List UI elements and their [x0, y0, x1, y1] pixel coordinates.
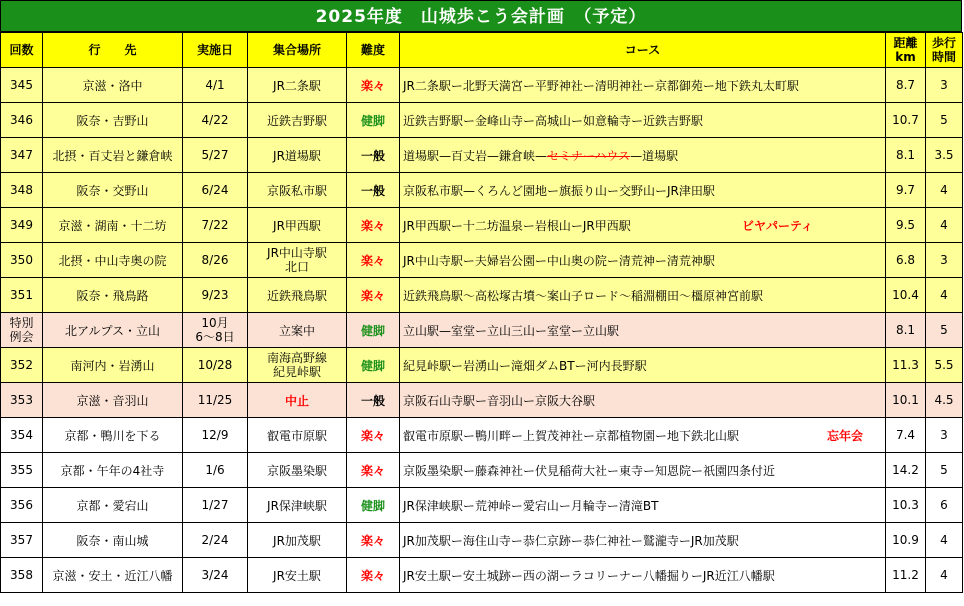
header-distance: 距離 km [886, 33, 926, 68]
cell-meeting-place: JR道場駅 [248, 138, 347, 173]
cell-course: JR中山寺駅ー夫婦岩公園ー中山奥の院ー清荒神ー清荒神駅 [400, 243, 886, 278]
cell-course: 京阪墨染駅ー藤森神社ー伏見稲荷大社ー東寺ー知恩院ー祇園四条付近 [400, 453, 886, 488]
cell-destination: 京都・愛宕山 [43, 488, 183, 523]
cell-date: 5/27 [183, 138, 248, 173]
cell-meeting-place: 立案中 [248, 313, 347, 348]
cell-difficulty: 楽々 [347, 453, 400, 488]
table-row [1, 208, 963, 243]
cell-no: 352 [1, 348, 43, 383]
cell-course: JR二条駅ー北野天満宮ー平野神社ー清明神社ー京都御苑ー地下鉄丸太町駅 [400, 68, 886, 103]
table-row [1, 523, 963, 558]
cell-no: 358 [1, 558, 43, 593]
cell-distance: 11.2 [886, 558, 926, 593]
table-row [1, 453, 963, 488]
cell-difficulty: 健脚 [347, 313, 400, 348]
cell-destination: 南河内・岩湧山 [43, 348, 183, 383]
table-row [1, 243, 963, 278]
cell-no: 347 [1, 138, 43, 173]
cell-distance: 10.7 [886, 103, 926, 138]
cell-meeting-place: JR中山寺駅 北口 [248, 243, 347, 278]
event-note: 忘年会 [827, 429, 864, 443]
cell-course: 叡電市原駅ー鴨川畔ー上賀茂神社ー京都植物園ー地下鉄北山駅 忘年会 [400, 418, 886, 453]
cell-walk-time: 4 [926, 173, 963, 208]
table-row [1, 383, 963, 418]
cell-destination: 北アルプス・立山 [43, 313, 183, 348]
cell-meeting-place: JR安土駅 [248, 558, 347, 593]
cell-walk-time: 3 [926, 243, 963, 278]
table-row [1, 138, 963, 173]
sheet-title: 2025年度 山城歩こう会計画 （予定） [0, 0, 962, 32]
cell-walk-time: 5 [926, 453, 963, 488]
cell-distance: 9.5 [886, 208, 926, 243]
cell-distance: 8.1 [886, 138, 926, 173]
cell-distance: 6.8 [886, 243, 926, 278]
cell-course: JR保津峡駅ー荒神峠ー愛宕山ー月輪寺ー清滝BT [400, 488, 886, 523]
cell-meeting-place: 南海高野線 紀見峠駅 [248, 348, 347, 383]
header-walk-time: 歩行 時間 [926, 33, 963, 68]
table-row [1, 313, 963, 348]
cell-no: 357 [1, 523, 43, 558]
cell-destination: 京滋・洛中 [43, 68, 183, 103]
cell-walk-time: 4.5 [926, 383, 963, 418]
cell-walk-time: 6 [926, 488, 963, 523]
cell-no: 特別 例会 [1, 313, 43, 348]
cell-no: 355 [1, 453, 43, 488]
cell-meeting-place: 中止 [248, 383, 347, 418]
cell-difficulty: 楽々 [347, 523, 400, 558]
cell-difficulty: 楽々 [347, 558, 400, 593]
header-course: コース [400, 33, 886, 68]
cell-meeting-place: 京阪私市駅 [248, 173, 347, 208]
schedule-table [0, 32, 963, 593]
cell-walk-time: 3 [926, 418, 963, 453]
header-difficulty: 難度 [347, 33, 400, 68]
event-note: ビヤパーティ [742, 219, 814, 233]
cell-difficulty: 楽々 [347, 68, 400, 103]
header-meeting-place: 集合場所 [248, 33, 347, 68]
cell-meeting-place: 叡電市原駅 [248, 418, 347, 453]
cell-no: 348 [1, 173, 43, 208]
cell-no: 353 [1, 383, 43, 418]
cell-walk-time: 5.5 [926, 348, 963, 383]
cell-destination: 北摂・百丈岩と鎌倉峡 [43, 138, 183, 173]
cell-meeting-place: JR甲西駅 [248, 208, 347, 243]
table-row [1, 278, 963, 313]
header-row [1, 33, 963, 68]
cell-date: 1/27 [183, 488, 248, 523]
cell-date: 11/25 [183, 383, 248, 418]
cell-distance: 8.7 [886, 68, 926, 103]
cell-no: 350 [1, 243, 43, 278]
cell-destination: 阪奈・南山城 [43, 523, 183, 558]
cell-course: 道場駅—百丈岩—鎌倉峡—セミナーハウス—道場駅 [400, 138, 886, 173]
cell-walk-time: 4 [926, 278, 963, 313]
cell-distance: 8.1 [886, 313, 926, 348]
cell-destination: 阪奈・吉野山 [43, 103, 183, 138]
cell-date: 9/23 [183, 278, 248, 313]
cell-course: 紀見峠駅ー岩湧山ー滝畑ダムBTー河内長野駅 [400, 348, 886, 383]
cell-difficulty: 楽々 [347, 208, 400, 243]
cell-course: 立山駅—室堂ー立山三山ー室堂ー立山駅 [400, 313, 886, 348]
cell-distance: 9.7 [886, 173, 926, 208]
cell-course: JR甲西駅ー十二坊温泉ー岩根山ーJR甲西駅 ビヤパーティ [400, 208, 886, 243]
cell-date: 1/6 [183, 453, 248, 488]
cell-date: 2/24 [183, 523, 248, 558]
cell-no: 349 [1, 208, 43, 243]
cell-course: JR加茂駅ー海住山寺ー恭仁京跡ー恭仁神社ー鷲瀧寺ーJR加茂駅 [400, 523, 886, 558]
cell-destination: 京滋・安土・近江八幡 [43, 558, 183, 593]
cell-course: 京阪石山寺駅ー音羽山ー京阪大谷駅 [400, 383, 886, 418]
table-row [1, 103, 963, 138]
cell-meeting-place: JR加茂駅 [248, 523, 347, 558]
cell-difficulty: 一般 [347, 383, 400, 418]
cell-date: 7/22 [183, 208, 248, 243]
cell-distance: 10.9 [886, 523, 926, 558]
cell-meeting-place: 京阪墨染駅 [248, 453, 347, 488]
cell-difficulty: 一般 [347, 173, 400, 208]
cell-walk-time: 3 [926, 68, 963, 103]
cell-distance: 10.3 [886, 488, 926, 523]
header-date: 実施日 [183, 33, 248, 68]
cell-difficulty: 楽々 [347, 243, 400, 278]
cell-date: 10月 6～8日 [183, 313, 248, 348]
cell-course: 京阪私市駅—くろんど園地ー旗振り山ー交野山ーJR津田駅 [400, 173, 886, 208]
table-row [1, 68, 963, 103]
table-row [1, 173, 963, 208]
cell-walk-time: 4 [926, 558, 963, 593]
cell-no: 354 [1, 418, 43, 453]
cell-meeting-place: JR保津峡駅 [248, 488, 347, 523]
cell-distance: 10.4 [886, 278, 926, 313]
table-row [1, 488, 963, 523]
cell-date: 4/1 [183, 68, 248, 103]
cell-no: 351 [1, 278, 43, 313]
cell-walk-time: 5 [926, 103, 963, 138]
struck-through-text: セミナーハウス [547, 148, 631, 163]
cell-date: 10/28 [183, 348, 248, 383]
cell-date: 3/24 [183, 558, 248, 593]
cell-walk-time: 4 [926, 208, 963, 243]
cell-distance: 11.3 [886, 348, 926, 383]
cell-no: 346 [1, 103, 43, 138]
cell-destination: 阪奈・交野山 [43, 173, 183, 208]
cell-course: 近鉄飛鳥駅～高松塚古墳～案山子ロード～稲淵棚田～橿原神宮前駅 [400, 278, 886, 313]
header-no: 回数 [1, 33, 43, 68]
cell-destination: 阪奈・飛鳥路 [43, 278, 183, 313]
cell-walk-time: 5 [926, 313, 963, 348]
cell-difficulty: 楽々 [347, 278, 400, 313]
cell-distance: 10.1 [886, 383, 926, 418]
table-row [1, 418, 963, 453]
cell-destination: 京都・午年の4社寺 [43, 453, 183, 488]
cell-difficulty: 一般 [347, 138, 400, 173]
cell-course: JR安土駅ー安土城跡ー西の湖ーラコリーナー八幡掘りーJR近江八幡駅 [400, 558, 886, 593]
cell-date: 8/26 [183, 243, 248, 278]
cell-walk-time: 3.5 [926, 138, 963, 173]
table-row [1, 348, 963, 383]
cell-date: 12/9 [183, 418, 248, 453]
cell-date: 6/24 [183, 173, 248, 208]
cell-destination: 北摂・中山寺奥の院 [43, 243, 183, 278]
cell-destination: 京滋・湖南・十二坊 [43, 208, 183, 243]
cell-meeting-place: 近鉄吉野駅 [248, 103, 347, 138]
cell-difficulty: 健脚 [347, 488, 400, 523]
cell-no: 345 [1, 68, 43, 103]
cell-distance: 14.2 [886, 453, 926, 488]
header-destination: 行 先 [43, 33, 183, 68]
cell-course: 近鉄吉野駅ー金峰山寺ー高城山ー如意輪寺ー近鉄吉野駅 [400, 103, 886, 138]
cell-meeting-place: 近鉄飛鳥駅 [248, 278, 347, 313]
table-row [1, 558, 963, 593]
cell-no: 356 [1, 488, 43, 523]
cell-difficulty: 楽々 [347, 418, 400, 453]
cell-date: 4/22 [183, 103, 248, 138]
cell-difficulty: 健脚 [347, 103, 400, 138]
cell-destination: 京都・鴨川を下る [43, 418, 183, 453]
cell-walk-time: 4 [926, 523, 963, 558]
cell-difficulty: 健脚 [347, 348, 400, 383]
cell-meeting-place: JR二条駅 [248, 68, 347, 103]
cell-distance: 7.4 [886, 418, 926, 453]
cell-destination: 京滋・音羽山 [43, 383, 183, 418]
